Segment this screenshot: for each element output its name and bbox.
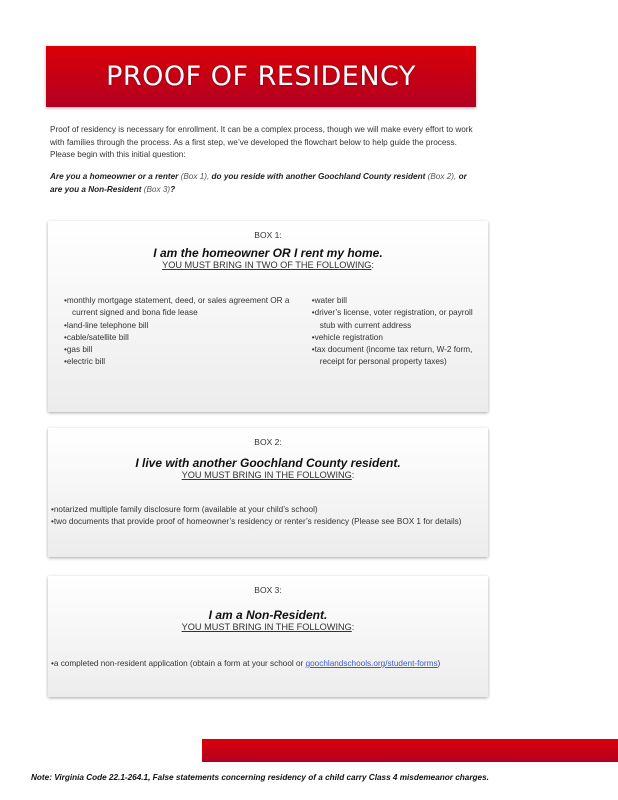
question-ref-box1: (Box 1),: [178, 172, 210, 181]
requirement-text: YOU MUST BRING IN TWO OF THE FOLLOWING: [162, 260, 372, 270]
page-title: PROOF OF RESIDENCY: [106, 61, 416, 92]
box-2: [48, 428, 488, 557]
list-item: • vehicle registration: [312, 332, 474, 344]
item-text: a completed non-resident application (obtain a form at your school or: [53, 659, 306, 668]
box-1: [48, 221, 488, 412]
list-item: [51, 658, 486, 670]
box-label: BOX 1:: [254, 230, 282, 240]
list-item: • gas bill: [64, 344, 312, 356]
question-part-2: do you reside with another Goochland County resident: [209, 172, 426, 181]
box-3: [48, 576, 488, 697]
list-item: • two documents that provide proof of homeowner’s residency or renter’s residency (Please see BOX 1 for details): [51, 516, 481, 528]
box-requirement: YOU MUST BRING IN TWO OF THE FOLLOWING:: [162, 260, 374, 270]
list-item: • land-line telephone bill: [64, 320, 312, 332]
box-heading: I am a Non-Resident.: [208, 608, 328, 622]
list-item: • tax document (income tax return, W-2 form, receipt for personal property taxes): [312, 344, 474, 369]
list-item: • water bill: [312, 295, 474, 307]
question-part-1: Are you a homeowner or a renter: [50, 172, 179, 181]
student-forms-link[interactable]: goochlandschools.org/student-forms: [305, 659, 438, 668]
box2-list: [51, 504, 481, 529]
question-ref-box2: (Box 2),: [425, 172, 457, 181]
requirement-text: YOU MUST BRING IN THE FOLLOWING: [181, 470, 352, 480]
question-part-3: or are you a Non-Resident: [50, 172, 467, 194]
footer-bar: [202, 739, 618, 762]
item-suffix: ): [437, 659, 441, 668]
list-item: • cable/satellite bill: [64, 332, 312, 344]
list-item: • notarized multiple family disclosure form (available at your child’s school): [51, 504, 481, 516]
requirement-text: YOU MUST BRING IN THE FOLLOWING: [181, 622, 352, 632]
question-ref-box3: (Box 3): [141, 184, 171, 194]
list-item: • electric bill: [64, 356, 312, 368]
initial-question: [50, 171, 480, 196]
box-requirement: YOU MUST BRING IN THE FOLLOWING:: [181, 622, 355, 632]
box-requirement: YOU MUST BRING IN THE FOLLOWING:: [181, 470, 355, 480]
question-end: ?: [170, 184, 176, 194]
intro-paragraph: Proof of residency is necessary for enrollment. It can be a complex process, though we will make every effort to work with families through the process. As a first step, we’ve developed the flowchart below to help guide the process. Please begin with this initial question:: [50, 125, 473, 159]
box-label: BOX 3:: [254, 585, 282, 595]
list-item: • driver’s license, voter registration, or payroll stub with current address: [312, 307, 474, 332]
box-heading: I am the homeowner OR I rent my home.: [153, 246, 383, 260]
box3-list: [51, 658, 486, 670]
box-heading: I live with another Goochland County resident.: [135, 456, 401, 470]
box-label: BOX 2:: [254, 437, 282, 447]
box1-list-left: [64, 295, 312, 369]
box1-list-right: [312, 295, 474, 369]
title-banner: [46, 46, 476, 107]
legal-note: Note: Virginia Code 22.1-264.1, False statements concerning residency of a child carry Class 4 misdemeanor charges.: [31, 773, 489, 782]
list-item: • monthly mortgage statement, deed, or sales agreement OR a current signed and bona fide lease: [64, 295, 312, 320]
